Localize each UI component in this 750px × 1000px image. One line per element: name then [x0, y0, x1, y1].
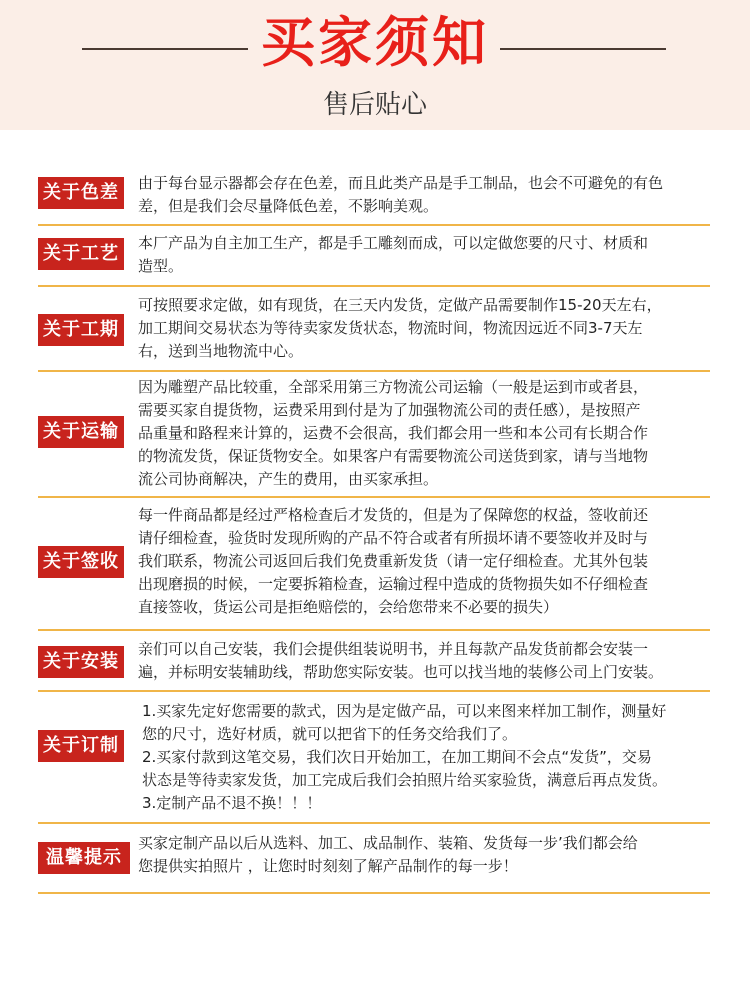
section-label: 关于签收: [38, 546, 124, 578]
header-banner: [0, 0, 750, 130]
section-text: 本厂产品为自主加工生产，都是手工雕刻而成，可以定做您要的尺寸、材质和 造型。: [138, 234, 649, 275]
section-label: 关于色差: [38, 177, 124, 209]
section-label: 关于安装: [38, 646, 124, 678]
section-label: 温馨提示: [38, 842, 130, 874]
section-divider: [38, 629, 710, 631]
section-label: 关于运输: [38, 416, 124, 448]
section-divider: [38, 224, 710, 226]
section-divider: [38, 285, 710, 287]
section-divider: [38, 690, 710, 692]
section-text: 因为雕塑产品比较重，全部采用第三方物流公司运输（一般是运到市或者县， 需要买家自提货物，运费采用到付是为了加强物流公司的责任感），是按照产 品重量和路程来计算的，运费不会很高，我们都会用一些和本公司有长期合作 的物流发货，保证货物安全。如果客户有需要物流公司送货到家，请与当地物 流公司协商解决，产生的费用，由买家承担。: [138, 378, 649, 488]
section-divider: [38, 496, 710, 498]
section-divider: [38, 370, 710, 372]
page-title: 买家须知: [261, 11, 489, 74]
section-divider: [38, 822, 710, 824]
section-text: 每一件商品都是经过严格检查后才发货的，但是为了保障您的权益，签收前还 请仔细检查，验货时发现所购的产品不符合或者有所损坏请不要签收并及时与 我们联系，物流公司返回后我们免费重新发货（请一定仔细检查。尤其外包装 出现磨损的时候，一定要拆箱检查，运输过程中造成的货物损失如不仔细检查 直接签收，货运公司是拒绝赔偿的，会给您带来不必要的损失）: [138, 506, 649, 616]
section-text: 由于每台显示器都会存在色差，而且此类产品是手工制品，也会不可避免的有色 差，但是我们会尽量降低色差，不影响美观。: [138, 174, 664, 215]
section-label: 关于工艺: [38, 238, 124, 270]
section-label: 关于工期: [38, 314, 124, 346]
section-divider: [38, 892, 710, 894]
page-subtitle: 售后贴心: [322, 90, 427, 120]
section-text: 1.买家先定好您需要的款式，因为是定做产品，可以来图来样加工制作，测量好 您的尺寸，选好材质，就可以把省下的任务交给我们了。 2.买家付款到这笔交易，我们次日开始加工，在加工期间不会点“发货”，交易 状态是等待卖家发货，加工完成后我们会拍照片给买家验货，满意后再点发货。 3.定制产品不退不换！！！: [142, 702, 668, 812]
section-text: 亲们可以自己安装，我们会提供组装说明书，并且每款产品发货前都会安装一 遍，并标明安装辅助线，帮助您实际安装。也可以找当地的装修公司上门安装。: [138, 640, 664, 681]
section-label: 关于订制: [38, 730, 124, 762]
section-text: 买家定制产品以后从选料、加工、成品制作、装箱、发货每一步’我们都会给 您提供实拍照片 ，让您时时刻刻了解产品制作的每一步！: [138, 834, 638, 875]
section-text: 可按照要求定做，如有现货，在三天内发货，定做产品需要制作15-20天左右， 加工期间交易状态为等待卖家发货状态，物流时间，物流因远近不同3-7天左 右，送到当地物流中心。: [138, 296, 662, 360]
